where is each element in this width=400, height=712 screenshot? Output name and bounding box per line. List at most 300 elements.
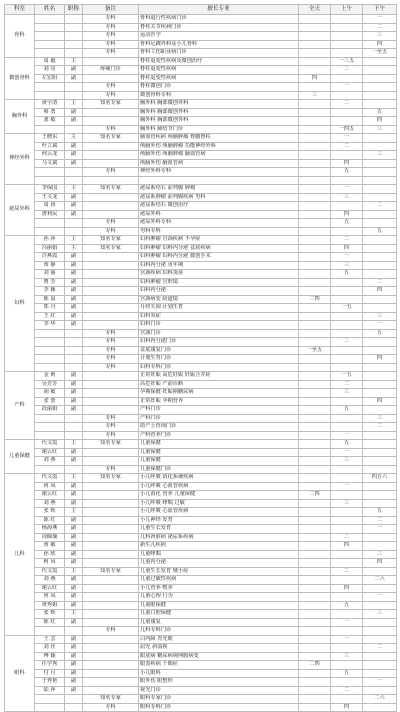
table-row [5,261,397,270]
note [83,559,139,568]
slot-morning: 三 [331,652,363,661]
slot-morning: 五 [331,219,363,228]
note [83,57,139,66]
specialty: 小儿呼吸 心血管疾病 [139,508,299,517]
department-name: 产科 [5,372,35,440]
specialty: 宫颈疾病 妇科炎症 [139,270,299,279]
doctor-name [35,168,65,177]
doctor-title: 副 [65,312,83,321]
slot-full-day [299,168,331,177]
note: 专科 [83,627,139,636]
slot-full-day [299,83,331,92]
table-row [5,338,397,347]
table-row [5,304,397,313]
slot-afternoon [363,74,397,83]
slot-afternoon [363,338,397,347]
slot-morning [331,363,363,372]
doctor-title: 副 [65,661,83,670]
slot-afternoon [363,482,397,491]
slot-full-day [299,593,331,602]
specialty: 泌尿系肿瘤 前列腺疾病 男科 [139,193,299,202]
slot-full-day [299,278,331,287]
note [83,678,139,687]
doctor-title [65,627,83,636]
doctor-title: 主 [65,474,83,483]
doctor-name: 许燕霞 [35,253,65,262]
doctor-title [65,125,83,134]
doctor-title [65,329,83,338]
doctor-name: 何云龙 [35,151,65,160]
table-row [5,389,397,398]
note [83,117,139,126]
specialty: 妇科炎症 [139,312,299,321]
specialty: 孕期保健 妊娠期糖尿病 [139,389,299,398]
table-row [5,202,397,211]
note [83,210,139,219]
table-row [5,210,397,219]
slot-full-day [299,474,331,483]
slot-afternoon: 三 [363,610,397,619]
table-row [5,278,397,287]
doctor-name [35,363,65,372]
header-name: 姓名 [35,5,65,15]
slot-afternoon: 四五六 [363,474,397,483]
slot-full-day [299,618,331,627]
specialty: 月经失调 计划生育 [139,304,299,313]
table-row [5,661,397,670]
doctor-name [35,695,65,704]
slot-full-day [299,499,331,508]
slot-afternoon: 一 [363,525,397,534]
doctor-name: 金 莉 [35,372,65,381]
slot-full-day [299,312,331,321]
note: 知名专家 [83,567,139,576]
slot-morning: 四 [331,159,363,168]
slot-morning: 三 [331,499,363,508]
slot-afternoon [363,346,397,355]
slot-morning: 一 [331,83,363,92]
specialty: 屈光 斜弱视 [139,644,299,653]
table-row [5,168,397,177]
note [83,389,139,398]
slot-afternoon [363,134,397,143]
slot-morning: 三 [331,261,363,270]
slot-afternoon [363,652,397,661]
note: 专科 [83,32,139,41]
slot-afternoon [363,219,397,228]
slot-full-day [299,567,331,576]
doctor-name [35,40,65,49]
slot-full-day [299,202,331,211]
header-morning: 上午 [331,5,363,15]
slot-full-day [299,448,331,457]
doctor-name [35,338,65,347]
doctor-title [65,176,83,185]
slot-full-day: 二四 [299,295,331,304]
doctor-name [35,49,65,58]
note: 知名专家 [83,236,139,245]
slot-morning: 一 [331,185,363,194]
note: 专科 [83,91,139,100]
slot-full-day [299,40,331,49]
specialty: 妇科专科门诊 [139,363,299,372]
doctor-name: 付 月 [35,669,65,678]
slot-full-day [299,423,331,432]
note: 知名专家 [83,440,139,449]
slot-full-day [299,516,331,525]
slot-full-day [299,49,331,58]
doctor-title [65,346,83,355]
specialty: 儿童生长发育 [139,525,299,534]
doctor-title: 副 [65,108,83,117]
note [83,525,139,534]
specialty [139,176,299,185]
slot-full-day [299,142,331,151]
slot-afternoon [363,618,397,627]
doctor-name [35,91,65,100]
table-row [5,270,397,279]
slot-full-day [299,193,331,202]
slot-morning [331,508,363,517]
slot-full-day [299,134,331,143]
doctor-name: 刘 丽 [35,270,65,279]
slot-full-day [299,321,331,330]
slot-morning [331,346,363,355]
table-row [5,329,397,338]
specialty: 小儿眼科 [139,669,299,678]
specialty: 眼表疾病 干眼症 [139,661,299,670]
note: 专科 [83,363,139,372]
slot-full-day [299,176,331,185]
slot-afternoon: 四 [363,355,397,364]
doctor-name: 谢云红 [35,491,65,500]
table-row [5,125,397,134]
slot-full-day [299,287,331,296]
slot-morning: 一 [331,482,363,491]
table-row [5,32,397,41]
specialty: 眼科专科门诊 [139,703,299,712]
slot-full-day: 三 [299,91,331,100]
specialty: 小儿呼吸 心血管疾病 [139,482,299,491]
doctor-name [35,23,65,32]
doctor-title: 主 [65,508,83,517]
slot-morning: 一 [331,431,363,440]
slot-afternoon: 三 [363,151,397,160]
specialty: 小儿神经 发育 [139,516,299,525]
specialty: 儿童保健 [139,448,299,457]
doctor-name: 王 红 [35,312,65,321]
note [83,372,139,381]
table-row [5,159,397,168]
specialty: 神经外科专科 [139,168,299,177]
doctor-title: 主 [65,244,83,253]
doctor-name [35,627,65,636]
doctor-title: 副 [65,372,83,381]
specialty: 运动医学 [139,32,299,41]
specialty: 助产士咨询门诊 [139,423,299,432]
table-row [5,363,397,372]
slot-afternoon: 三 [363,32,397,41]
note [83,287,139,296]
doctor-title: 副 [65,397,83,406]
note [83,635,139,644]
note: 专科 [83,219,139,228]
note [83,457,139,466]
table-row [5,448,397,457]
slot-morning [331,23,363,32]
specialty: 白内障 青光眼 [139,635,299,644]
slot-morning [331,491,363,500]
doctor-title: 副 [65,321,83,330]
note [83,652,139,661]
doctor-title: 副 [65,499,83,508]
slot-full-day [299,270,331,279]
specialty: 颅脑外伤 颅脑肿瘤 功能神经外科 [139,142,299,151]
table-row [5,372,397,381]
doctor-name: 马文斌 [35,159,65,168]
slot-full-day [299,236,331,245]
slot-full-day [299,57,331,66]
slot-full-day [299,244,331,253]
doctor-title: 副 [65,593,83,602]
slot-morning: 二 [331,567,363,576]
slot-morning: 二 [331,66,363,75]
department-name: 眼科 [5,635,35,712]
slot-full-day [299,414,331,423]
table-row [5,397,397,406]
doctor-name [35,83,65,92]
table-row [5,236,397,245]
specialty: 儿童口腔保健 [139,610,299,619]
table-row [5,380,397,389]
specialty: 脊柱微创门诊 [139,83,299,92]
specialty: 高危妊娠 产前诊断 [139,380,299,389]
slot-full-day [299,253,331,262]
slot-afternoon [363,66,397,75]
doctor-title: 副 [65,576,83,585]
note [83,270,139,279]
specialty: 宫颈门诊 [139,329,299,338]
slot-full-day: 二四 [299,491,331,500]
specialty: 泌尿系结石 微创治疗 [139,202,299,211]
note: 知名专家 [83,134,139,143]
slot-afternoon: 五 [363,108,397,117]
table-row [5,227,397,236]
slot-afternoon [363,270,397,279]
doctor-name [35,125,65,134]
table-row [5,525,397,534]
note [83,406,139,415]
slot-afternoon: 四 [363,287,397,296]
slot-morning: 一三五 [331,57,363,66]
table-row [5,542,397,551]
doctor-title: 副 [65,270,83,279]
doctor-title: 副 [65,193,83,202]
specialty: 骨科足踝外科及小儿骨科 [139,40,299,49]
slot-afternoon: 三 [363,312,397,321]
doctor-name: 段丽娟 [35,406,65,415]
table-row [5,457,397,466]
schedule-body [5,15,397,712]
specialty: 儿童生长发育 矮小症 [139,567,299,576]
slot-afternoon: 二 [363,516,397,525]
table-row [5,601,397,610]
table-row [5,491,397,500]
slot-full-day [299,559,331,568]
slot-morning: 四 [331,703,363,712]
table-row [5,440,397,449]
slot-morning [331,661,363,670]
table-row [5,695,397,704]
slot-morning [331,49,363,58]
doctor-title: 主 [65,134,83,143]
slot-full-day [299,261,331,270]
doctor-name: 王晓东 [35,134,65,143]
slot-afternoon [363,168,397,177]
slot-morning [331,312,363,321]
slot-afternoon [363,244,397,253]
specialty: 妇科肿瘤 宫腔镜 [139,278,299,287]
slot-morning: 四 [331,210,363,219]
doctor-name: 代文霞 [35,474,65,483]
department-name: 胸外科 [5,100,35,134]
specialty: 宫颈病变 阴道镜 [139,295,299,304]
doctor-name: 陈 红 [35,618,65,627]
doctor-name: 张 辉 [35,610,65,619]
doctor-name: 张 辉 [35,508,65,517]
doctor-name: 黄宇清 [35,100,65,109]
slot-morning: 一 [331,134,363,143]
table-row [5,134,397,143]
doctor-title: 副 [65,482,83,491]
doctor-name: 周 毅 [35,57,65,66]
slot-full-day [299,610,331,619]
doctor-title: 副 [65,74,83,83]
specialty: 儿童保健 [139,457,299,466]
table-row [5,219,397,228]
slot-afternoon [363,669,397,678]
slot-morning: 一五 [331,372,363,381]
table-row [5,253,397,262]
doctor-title: 副 [65,448,83,457]
doctor-title [65,695,83,704]
doctor-title [65,355,83,364]
doctor-title [65,168,83,177]
slot-full-day [299,32,331,41]
doctor-title: 主 [65,610,83,619]
note [83,193,139,202]
slot-full-day [299,15,331,24]
doctor-name: 谢云红 [35,448,65,457]
specialty: 脊柱退变性疾病及微创治疗 [139,57,299,66]
slot-afternoon [363,457,397,466]
header-dept: 科室 [5,5,35,15]
note [83,176,139,185]
doctor-name: 杨海燕 [35,525,65,534]
doctor-name: 任学秀 [35,661,65,670]
slot-full-day [299,431,331,440]
doctor-title [65,15,83,24]
doctor-name: 谢云红 [35,584,65,593]
slot-full-day [299,159,331,168]
slot-afternoon [363,159,397,168]
slot-morning [331,644,363,653]
note [83,491,139,500]
note [83,576,139,585]
slot-morning [331,423,363,432]
note: 专科 [83,49,139,58]
slot-full-day [299,669,331,678]
doctor-name: 黄 敏 [35,542,65,551]
table-row [5,482,397,491]
slot-afternoon: 四 [363,397,397,406]
doctor-title [65,465,83,474]
note: 专科 [83,40,139,49]
slot-morning: 一 [331,635,363,644]
slot-afternoon [363,661,397,670]
slot-full-day [299,329,331,338]
specialty: 男科专科 [139,227,299,236]
note [83,380,139,389]
doctor-name: 陈 晨 [35,295,65,304]
table-row [5,559,397,568]
specialty: 儿童哮喘 [139,550,299,559]
doctor-title [65,423,83,432]
slot-morning [331,321,363,330]
specialty: 胸外科 胸部微创外科 [139,117,299,126]
note: 知名专家 [83,474,139,483]
doctor-title: 副 [65,652,83,661]
note [83,542,139,551]
slot-full-day [299,389,331,398]
table-row [5,66,397,75]
doctor-title: 副 [65,406,83,415]
doctor-title: 副 [65,644,83,653]
note: 知名专家 [83,100,139,109]
doctor-name: 唐利民 [35,210,65,219]
table-row [5,244,397,253]
doctor-title: 副 [65,295,83,304]
specialty: 盆底康复门诊 [139,346,299,355]
slot-full-day [299,686,331,695]
note [83,448,139,457]
department-name: 儿科 [5,474,35,636]
slot-full-day [299,23,331,32]
slot-afternoon [363,389,397,398]
note [83,304,139,313]
note: 专科 [83,23,139,32]
slot-morning [331,678,363,687]
doctor-name: 周 涛 [35,202,65,211]
table-row [5,593,397,602]
slot-afternoon: 五 [363,227,397,236]
table-row [5,74,397,83]
doctor-name: 叶立斌 [35,142,65,151]
slot-afternoon [363,542,397,551]
note [83,321,139,330]
table-row [5,117,397,126]
slot-morning: 二 [331,380,363,389]
slot-full-day [299,125,331,134]
note: 专科 [83,125,139,134]
note [83,482,139,491]
doctor-title: 副 [65,304,83,313]
doctor-title: 主 [65,100,83,109]
slot-full-day [299,108,331,117]
header-title: 职称 [65,5,83,15]
note: 专科 [83,168,139,177]
slot-afternoon [363,601,397,610]
